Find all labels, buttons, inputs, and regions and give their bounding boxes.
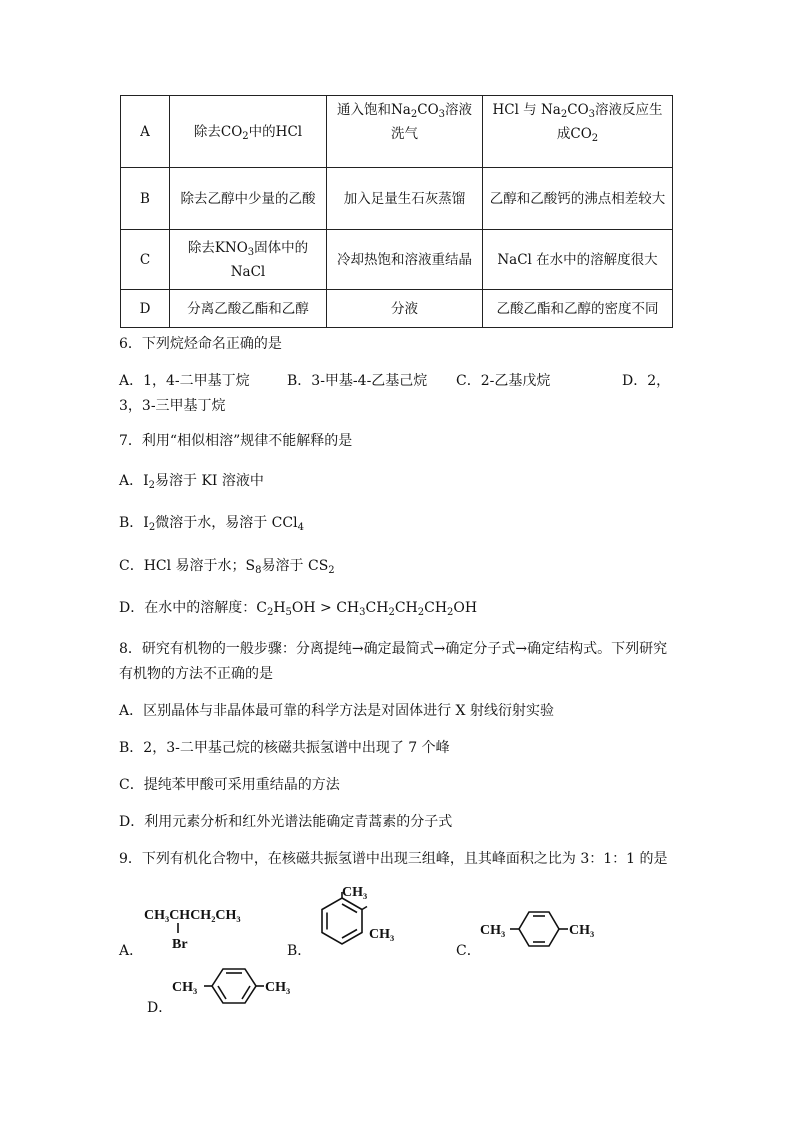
structure-c-ch3-right: CH₃ — [569, 923, 595, 938]
structure-a — [140, 900, 260, 955]
row-label: C — [121, 230, 170, 290]
q6-option-d-cont: 3，3-三甲基丁烷 — [119, 398, 226, 414]
q8-option-c: C．提纯苯甲酸可采用重结晶的方法 — [119, 777, 340, 793]
q8-stem-cont: 有机物的方法不正确的是 — [119, 666, 273, 682]
q8-option-a: A．区别晶体与非晶体最可靠的科学方法是对固体进行 X 射线衍射实验 — [119, 703, 554, 719]
q9-option-a-label: A． — [119, 943, 144, 959]
reason-cell: 乙醇和乙酸钙的沸点相差较大 — [483, 168, 673, 230]
row-label: A — [121, 96, 170, 168]
q7-option-b: B．$I_2$微溶于水，易溶于 CCl$_4$ — [119, 515, 304, 533]
q8-option-d: D．利用元素分析和红外光谱法能确定青蒿素的分子式 — [119, 814, 453, 830]
method-cell: 通入饱和$Na_2CO_3$溶液洗气 — [327, 96, 483, 168]
q6-option-c: C．2-乙基戊烷 — [456, 373, 551, 389]
row-label: D — [121, 290, 170, 328]
q7-option-c: C．HCl 易溶于水；$S_8$易溶于 $CS_2$ — [119, 558, 335, 576]
method-cell: 冷却热饱和溶液重结晶 — [327, 230, 483, 290]
reason-cell: 乙酸乙酯和乙醇的密度不同 — [483, 290, 673, 328]
structure-b-ch3-top: CH₃ — [342, 885, 368, 900]
q8-option-b: B．2，3-二甲基己烷的核磁共振氢谱中出现了 7 个峰 — [119, 740, 450, 756]
q6-stem: 6．下列烷烃命名正确的是 — [119, 336, 282, 352]
q7-option-a: A．$I_2$易溶于 KI 溶液中 — [119, 473, 264, 491]
structure-d-ch3-right: CH₃ — [265, 980, 291, 995]
method-cell: 加入足量生石灰蒸馏 — [327, 168, 483, 230]
q9-stem: 9．下列有机化合物中，在核磁共振氢谱中出现三组峰，且其峰面积之比为 3：1：1 的是 — [119, 851, 668, 867]
q6-option-a: A．1，4-二甲基丁烷 — [119, 373, 250, 389]
purpose-cell: 除去$CO_2$中的HCl — [170, 96, 327, 168]
table-row — [121, 168, 673, 230]
purpose-cell: 分离乙酸乙酯和乙醇 — [170, 290, 327, 328]
q6-option-b: B．3-甲基-4-乙基己烷 — [287, 373, 428, 389]
table-row — [121, 230, 673, 290]
q7-stem: 7．利用“相似相溶”规律不能解释的是 — [119, 433, 353, 449]
options-table — [120, 95, 673, 328]
q6-option-d: D．2， — [622, 373, 671, 389]
q8-stem: 8．研究有机物的一般步骤：分离提纯→确定最简式→确定分子式→确定结构式。下列研究 — [119, 641, 668, 657]
q7-option-d: D．在水中的溶解度：$C_2H_5OH > CH_3CH_2CH_2CH_2OH$ — [119, 600, 478, 618]
purpose-cell: 除去$KNO_3$固体中的NaCl — [170, 230, 327, 290]
structure-b — [305, 880, 415, 960]
row-label: B — [121, 168, 170, 230]
reason-cell: HCl 与 $Na_2CO_3$溶液反应生成$CO_2$ — [483, 96, 673, 168]
structure-c — [478, 895, 603, 955]
method-cell: 分液 — [327, 290, 483, 328]
q9-option-c-label: C． — [456, 943, 481, 959]
purpose-cell: 除去乙醇中少量的乙酸 — [170, 168, 327, 230]
q9-option-d-label: D． — [147, 1000, 173, 1016]
structure-d — [170, 960, 305, 1020]
table-row — [121, 290, 673, 328]
table-row — [121, 96, 673, 168]
reason-cell: NaCl 在水中的溶解度很大 — [483, 230, 673, 290]
structure-b-ch3-right: CH₃ — [369, 927, 395, 942]
structure-d-ch3-left: CH₃ — [172, 980, 198, 995]
structure-a-chain: CH₃CHCH₂CH₃ — [144, 908, 241, 923]
structure-c-ch3-left: CH₃ — [480, 923, 506, 938]
q9-option-b-label: B． — [287, 943, 312, 959]
structure-a-br: Br — [172, 937, 188, 952]
